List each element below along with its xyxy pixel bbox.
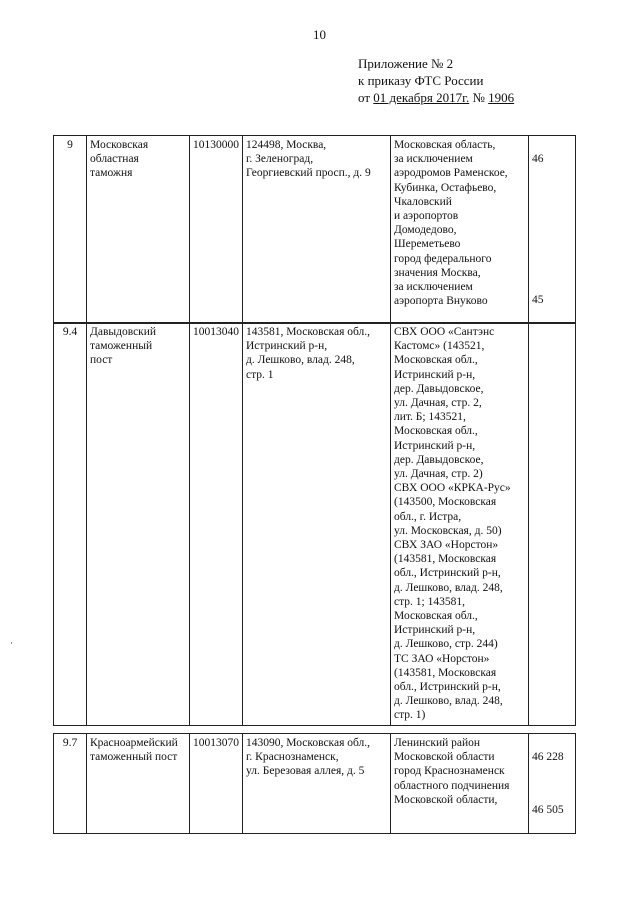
okato-codes <box>529 734 576 834</box>
okato-codes <box>529 136 576 324</box>
okato-code: 46 228 <box>532 751 564 764</box>
customs-name: Московская областная таможня <box>87 136 190 324</box>
customs-table-fragment-3 <box>53 733 576 834</box>
table-row <box>54 734 576 834</box>
table-row <box>54 136 576 324</box>
customs-table-fragment-2 <box>53 322 576 726</box>
page-number: 10 <box>313 27 326 42</box>
customs-table-fragment-1 <box>53 135 576 324</box>
order-date-line <box>358 89 514 106</box>
row-number: 9 <box>54 136 87 324</box>
appendix-header <box>358 55 514 106</box>
customs-code: 10130000 <box>190 136 243 324</box>
customs-address: 124498, Москва, г. Зеленоград, Георгиевский просп., д. 9 <box>243 136 391 324</box>
region-of-activity: Московская область, за исключением аэродромов Раменское, Кубинка, Остафьево, Чкаловский и аэропортов Домодедово, Шереметьево город федерального значения Москва, за исключением аэропорта Внуково <box>391 136 529 324</box>
customs-name: Давыдовский таможенный пост <box>87 323 190 726</box>
appendix-title: Приложение № 2 <box>358 56 454 71</box>
table-row <box>54 323 576 726</box>
customs-address: 143581, Московская обл., Истринский р-н, д. Лешково, влад. 248, стр. 1 <box>243 323 391 726</box>
okato-code: 46 505 <box>532 803 564 816</box>
date-prefix: от <box>358 90 371 105</box>
okato-code: 46 <box>532 153 544 166</box>
region-of-activity: СВХ ООО «Сантэнс Кастомс» (143521, Московская обл., Истринский р-н, дер. Давыдовское, ул. Дачная, стр. 2, лит. Б; 143521, Московская обл., Истринский р-н, дер. Давыдовское, ул. Дачная, стр. 2) СВХ ООО «КРКА-Рус» (143500, Московская обл., г. Истра, ул. Московская, д. 50) СВХ ЗАО «Норстон» (143581, Московская обл., Истринский р-н, д. Лешково, влад. 248, стр. 1; 143581, Московская обл., Истринский р-н, д. Лешково, стр. 244) ТС ЗАО «Норстон» (143581, Московская обл., Истринский р-н, д. Лешково, влад. 248, стр. 1) <box>391 323 529 726</box>
okato-codes <box>529 323 576 726</box>
row-number: 9.7 <box>54 734 87 834</box>
customs-name: Красноармейский таможенный пост <box>87 734 190 834</box>
customs-code: 10013070 <box>190 734 243 834</box>
order-number: 1906 <box>488 90 515 105</box>
order-date: 01 декабря 2017г. <box>373 90 470 105</box>
row-number: 9.4 <box>54 323 87 726</box>
okato-code: 45 <box>532 293 544 306</box>
order-reference: к приказу ФТС России <box>358 73 484 88</box>
customs-code: 10013040 <box>190 323 243 726</box>
customs-address: 143090, Московская обл., г. Краснознаменск, ул. Березовая аллея, д. 5 <box>243 734 391 834</box>
scan-mark: · <box>10 638 13 648</box>
region-of-activity: Ленинский район Московской области город Краснознаменск областного подчинения Московской области, <box>391 734 529 834</box>
number-label: № <box>472 90 485 105</box>
